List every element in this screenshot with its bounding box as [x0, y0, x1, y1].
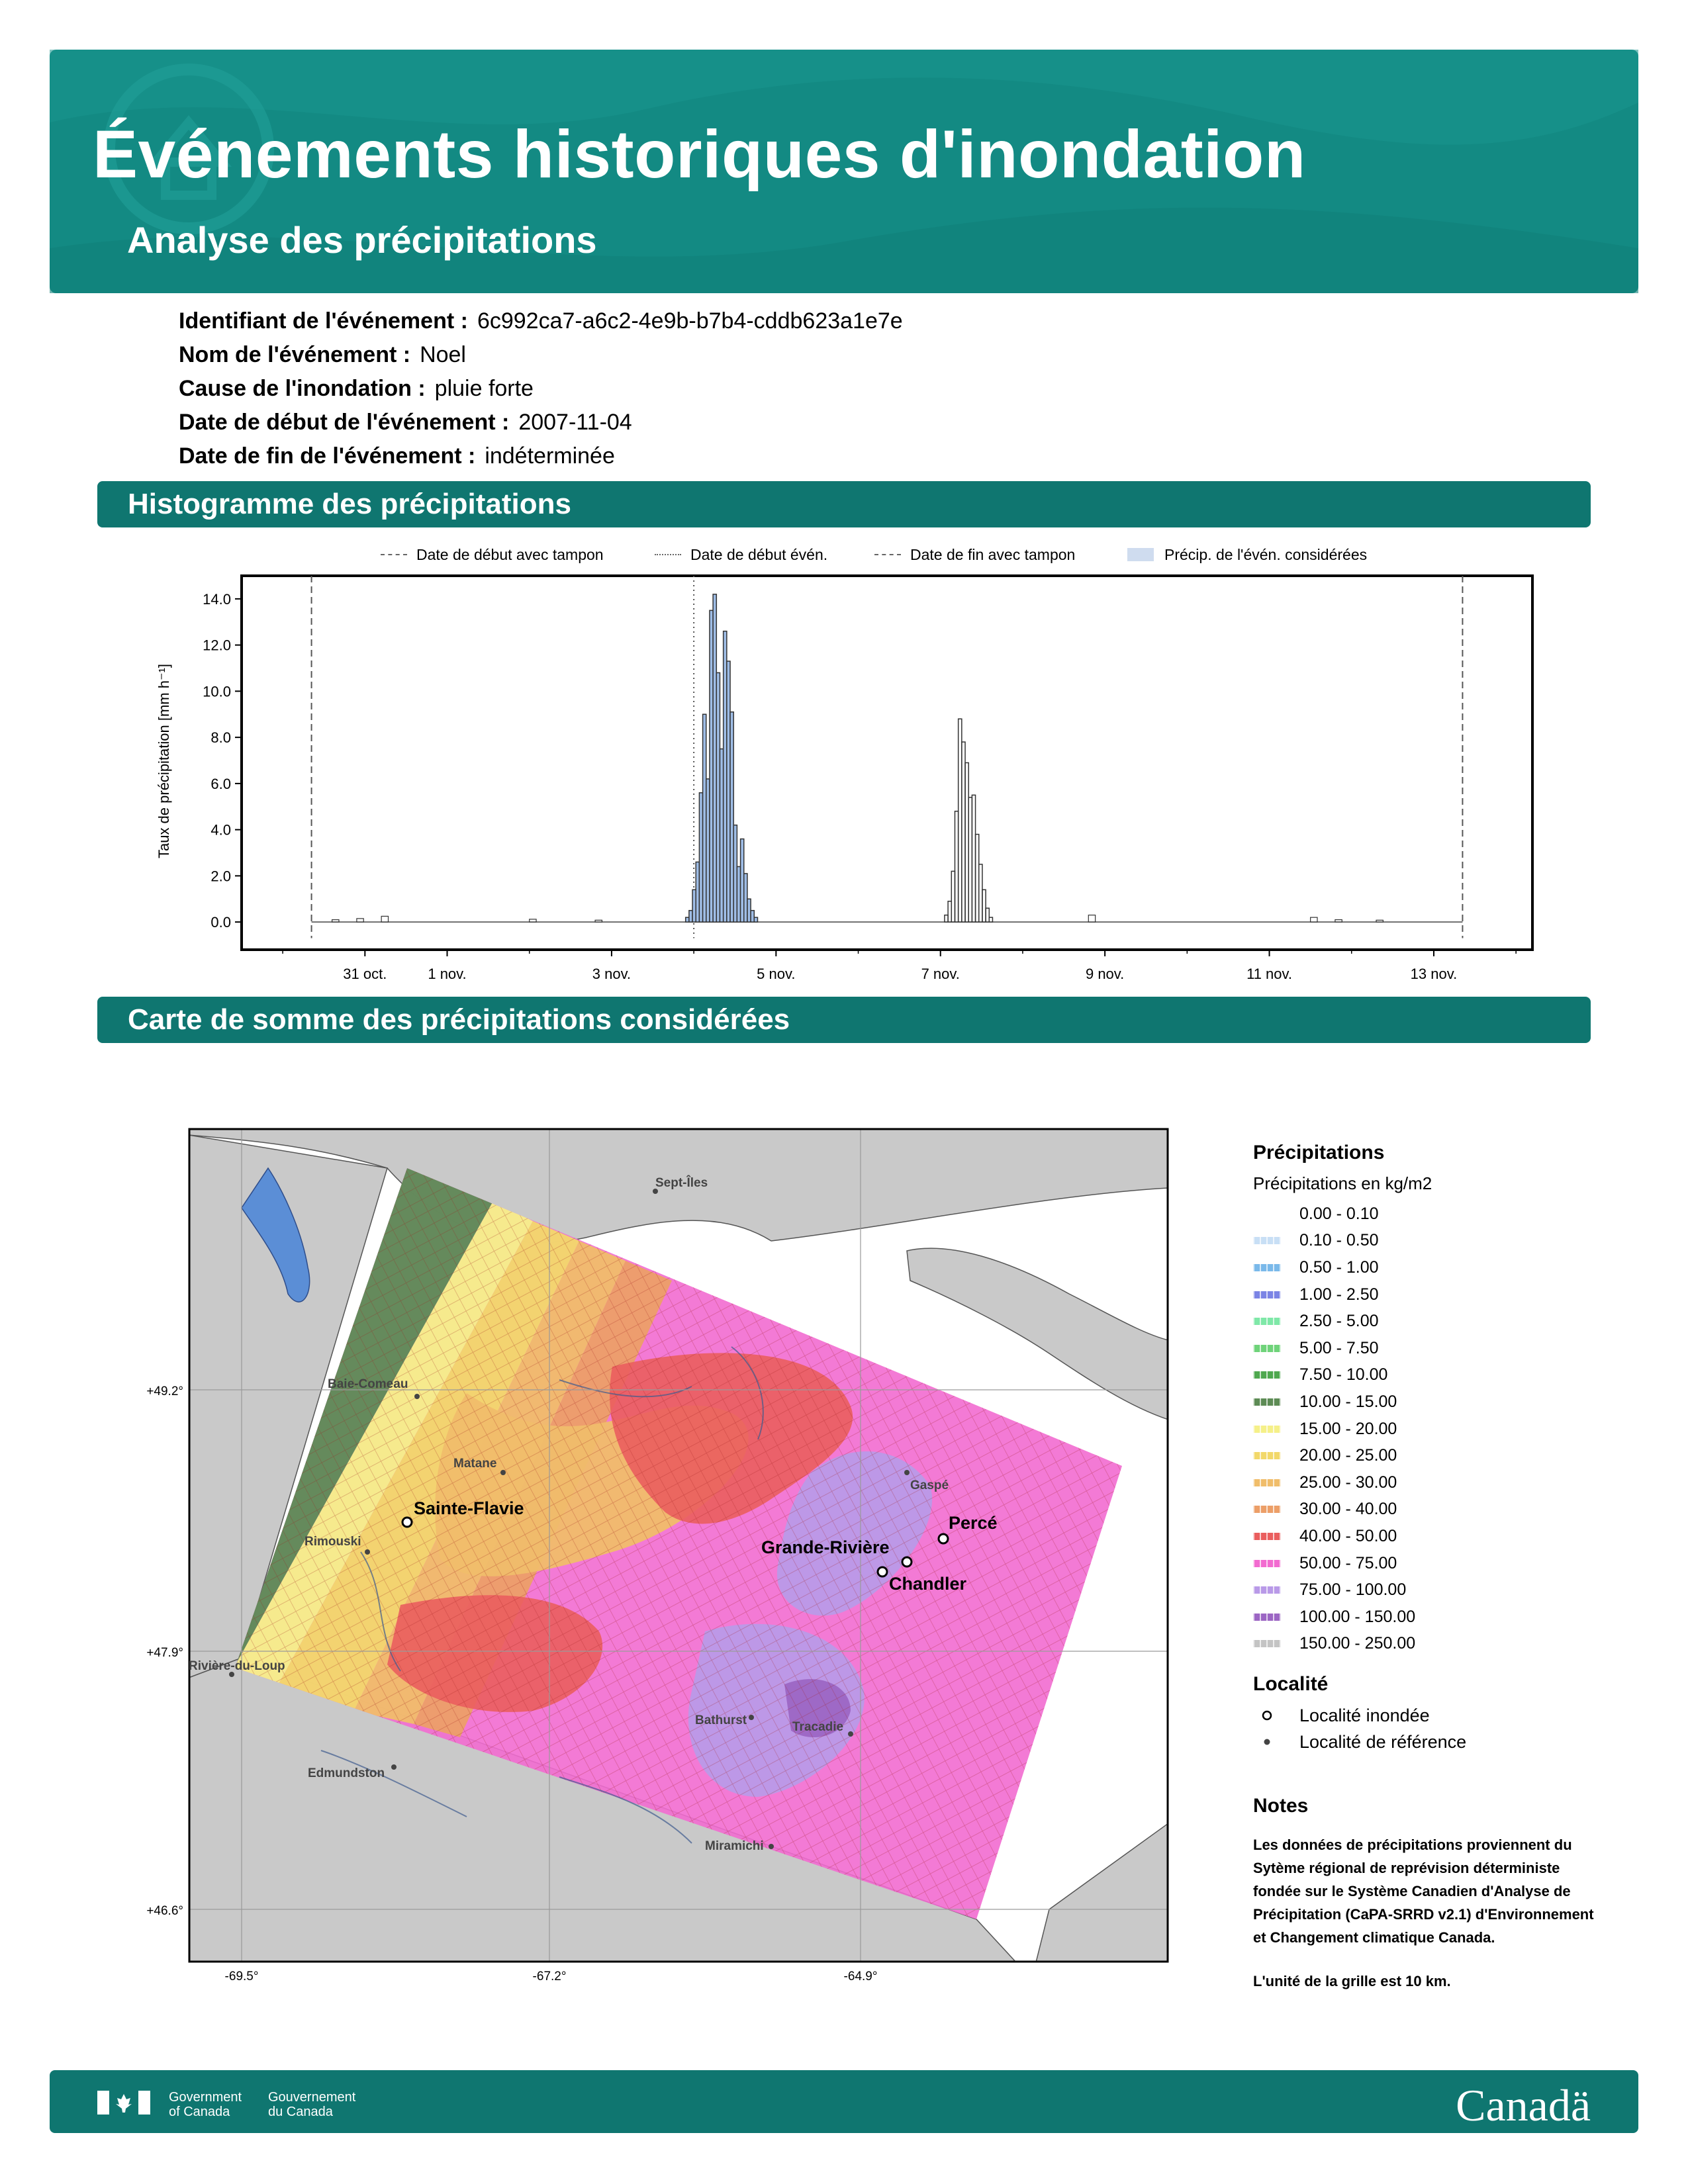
- legend-bin-label: 7.50 - 10.00: [1299, 1365, 1388, 1385]
- legend-bin: [1253, 1550, 1624, 1577]
- precipitation-histogram: [149, 569, 1539, 993]
- x-tick-label: 13 nov.: [1410, 966, 1458, 982]
- y-tick-label: 10.0: [203, 683, 231, 700]
- place-label: Chandler: [889, 1574, 967, 1594]
- considered-bar: [733, 825, 737, 922]
- page-title: Événements historiques d'inondation: [93, 116, 1306, 192]
- lon-label: -69.5°: [224, 1970, 259, 1983]
- x-tick-label: 9 nov.: [1085, 966, 1125, 982]
- legend-bin-label: 10.00 - 15.00: [1299, 1392, 1397, 1411]
- legend-bin: [1253, 1604, 1624, 1631]
- color-swatch: [1253, 1210, 1281, 1218]
- event-cause-value: pluie forte: [434, 376, 534, 401]
- map-legend: [1253, 1142, 1624, 1990]
- y-tick-label: 4.0: [211, 821, 231, 839]
- color-swatch: [1253, 1533, 1281, 1540]
- reference-marker: [848, 1731, 853, 1737]
- legend-bin: [1253, 1281, 1624, 1308]
- legend-bin-label: 2.50 - 5.00: [1299, 1312, 1379, 1331]
- gov-en-line2: of Canada: [169, 2105, 230, 2119]
- color-swatch: [1253, 1452, 1281, 1459]
- x-tick-label: 1 nov.: [428, 966, 467, 982]
- y-axis-label: Taux de précipitation [mm h⁻¹]: [156, 663, 172, 859]
- color-swatch: [1253, 1345, 1281, 1352]
- color-swatch: [1253, 1291, 1281, 1298]
- reference-marker: [749, 1715, 754, 1720]
- patch-swatch: [1127, 548, 1154, 561]
- event-cause-row: [179, 372, 903, 406]
- legend-considered-label: Précip. de l'évén. considérées: [1164, 545, 1368, 563]
- notes-text: Les données de précipitations proviennent du Sytème régional de reprévision déterministe fondée sur le Système Canadien d'Analyse de Précipitation (CaPA-SRRD v2.1) d'Environnement et Changement climatique Canada.: [1253, 1837, 1594, 1946]
- event-id-row: [179, 304, 903, 338]
- place-label: Edmundston: [308, 1766, 385, 1780]
- considered-bar: [747, 899, 751, 922]
- considered-bar: [754, 917, 757, 922]
- legend-bin-label: 150.00 - 250.00: [1299, 1634, 1416, 1653]
- lat-label: +49.2°: [146, 1385, 183, 1398]
- legend-bin: [1253, 1308, 1624, 1335]
- considered-bar: [686, 917, 689, 922]
- event-start-row: [179, 406, 903, 439]
- x-tick-label: 11 nov.: [1246, 966, 1293, 982]
- legend-bin: [1253, 1201, 1624, 1228]
- legend-start-buffer: [381, 543, 604, 567]
- color-swatch: [1253, 1560, 1281, 1567]
- reference-marker-icon: [1253, 1738, 1281, 1746]
- considered-bar: [730, 712, 733, 922]
- legend-bin: [1253, 1469, 1624, 1496]
- flooded-marker: [902, 1557, 912, 1567]
- color-swatch: [1253, 1237, 1281, 1244]
- gov-en-line1: Government: [169, 2090, 242, 2105]
- locality-title: Localité: [1253, 1673, 1329, 1696]
- gov-fr-line1: Gouvernement: [268, 2090, 356, 2105]
- dashed-line-swatch: [874, 554, 901, 555]
- y-tick-label: 12.0: [203, 637, 231, 654]
- x-tick-label: 5 nov.: [757, 966, 796, 982]
- legend-bin: [1253, 1362, 1624, 1389]
- flooded-label: Localité inondée: [1299, 1705, 1430, 1725]
- reference-marker: [500, 1470, 506, 1475]
- legend-bin: [1253, 1254, 1624, 1281]
- considered-bar: [692, 889, 696, 922]
- y-tick-label: 14.0: [203, 590, 231, 608]
- color-swatch: [1253, 1398, 1281, 1406]
- place-label: Matane: [453, 1457, 497, 1471]
- legend-flooded: [1253, 1702, 1624, 1729]
- footer-banner: [50, 2070, 1638, 2133]
- considered-bar: [727, 661, 730, 922]
- considered-bar: [737, 866, 740, 922]
- lon-label: -64.9°: [843, 1970, 878, 1983]
- legend-bin-label: 0.10 - 0.50: [1299, 1231, 1379, 1250]
- place-label: Tracadie: [792, 1720, 844, 1734]
- event-start-label: Date de début de l'événement :: [179, 410, 510, 435]
- legend-bin: [1253, 1523, 1624, 1550]
- reference-marker: [769, 1844, 774, 1849]
- legend-start-event-label: Date de début évén.: [690, 545, 828, 563]
- legend-start-event: [655, 543, 827, 567]
- event-end-label: Date de fin de l'événement :: [179, 443, 476, 469]
- legend-bin: [1253, 1442, 1624, 1469]
- legend-end-buffer: [874, 543, 1075, 567]
- legend-bin: [1253, 1388, 1624, 1416]
- color-swatch: [1253, 1318, 1281, 1325]
- flooded-marker-icon: [1253, 1710, 1281, 1721]
- grid-note: L'unité de la grille est 10 km.: [1253, 1973, 1451, 1990]
- legend-bins: [1253, 1201, 1624, 1657]
- reference-marker: [365, 1549, 370, 1555]
- considered-bar: [720, 749, 723, 923]
- considered-bar: [699, 793, 702, 922]
- considered-bar: [706, 779, 710, 922]
- legend-reference: [1253, 1729, 1624, 1755]
- map-section-title: Carte de somme des précipitations considérées: [97, 997, 1591, 1043]
- event-name-row: [179, 338, 903, 372]
- legend-bin-label: 5.00 - 7.50: [1299, 1338, 1379, 1357]
- legend-bin-label: 15.00 - 20.00: [1299, 1419, 1397, 1438]
- event-info: [179, 304, 903, 473]
- y-tick-label: 2.0: [211, 868, 231, 885]
- legend-bin-label: 30.00 - 40.00: [1299, 1500, 1397, 1519]
- gov-fr: [268, 2090, 355, 2119]
- event-cause-label: Cause de l'inondation :: [179, 376, 426, 401]
- legend-title: Précipitations: [1253, 1142, 1385, 1163]
- flooded-marker: [939, 1534, 948, 1543]
- place-label: Sept-Îles: [655, 1176, 708, 1190]
- legend-bin-label: 0.00 - 0.10: [1299, 1204, 1379, 1223]
- place-label: Percé: [949, 1513, 998, 1533]
- histogram-section-title: Histogramme des précipitations: [97, 481, 1591, 527]
- considered-bar: [696, 862, 699, 922]
- lat-label: +46.6°: [146, 1904, 183, 1918]
- considered-bar: [724, 631, 727, 922]
- legend-subtitle: Précipitations en kg/m2: [1253, 1173, 1432, 1193]
- y-tick-label: 8.0: [211, 729, 231, 747]
- place-label: Bathurst: [695, 1713, 747, 1727]
- event-end-value: indéterminée: [485, 443, 615, 469]
- legend-end-buffer-label: Date de fin avec tampon: [910, 545, 1076, 563]
- x-tick-label: 3 nov.: [592, 966, 632, 982]
- color-swatch: [1253, 1264, 1281, 1271]
- legend-bin: [1253, 1228, 1624, 1255]
- color-swatch: [1253, 1479, 1281, 1486]
- dashed-line-swatch: [381, 554, 407, 555]
- legend-bin-label: 40.00 - 50.00: [1299, 1526, 1397, 1545]
- legend-bin-label: 50.00 - 75.00: [1299, 1553, 1397, 1572]
- reference-marker: [414, 1394, 420, 1399]
- considered-bar: [713, 594, 716, 922]
- considered-bar: [751, 911, 754, 922]
- flooded-marker: [878, 1567, 887, 1576]
- event-name-value: Noel: [420, 342, 466, 367]
- considered-bar: [689, 911, 692, 922]
- page-subtitle: Analyse des précipitations: [127, 219, 597, 261]
- legend-bin-label: 100.00 - 150.00: [1299, 1607, 1416, 1626]
- place-label: Miramichi: [705, 1839, 764, 1853]
- place-label: Gaspé: [910, 1479, 949, 1492]
- event-id-label: Identifiant de l'événement :: [179, 308, 468, 334]
- place-label: Rivière-du-Loup: [189, 1659, 285, 1673]
- legend-bin: [1253, 1335, 1624, 1362]
- considered-bar: [703, 714, 706, 922]
- canada-wordmark: Canadä: [1456, 2080, 1591, 2130]
- y-tick-label: 0.0: [211, 914, 231, 931]
- lat-label: +47.9°: [146, 1646, 183, 1660]
- place-label: Grande-Rivière: [761, 1537, 890, 1557]
- lon-label: -67.2°: [532, 1970, 567, 1983]
- y-ticks: [203, 591, 242, 931]
- reference-marker: [391, 1764, 397, 1770]
- legend-bin: [1253, 1631, 1624, 1658]
- legend-bin-label: 1.00 - 2.50: [1299, 1285, 1379, 1304]
- color-swatch: [1253, 1371, 1281, 1379]
- place-label: Baie-Comeau: [328, 1377, 408, 1391]
- event-id-value: 6c992ca7-a6c2-4e9b-b7b4-cddb623a1e7e: [477, 308, 903, 334]
- gov-en: [169, 2090, 242, 2119]
- reference-label: Localité de référence: [1299, 1731, 1467, 1752]
- precipitation-map: [146, 1128, 1182, 1983]
- legend-bin: [1253, 1496, 1624, 1524]
- color-swatch: [1253, 1506, 1281, 1513]
- dotted-line-swatch: [655, 554, 681, 555]
- gov-fr-line2: du Canada: [268, 2105, 333, 2119]
- color-swatch: [1253, 1614, 1281, 1621]
- legend-bin-label: 75.00 - 100.00: [1299, 1580, 1407, 1600]
- notes-title: Notes: [1253, 1795, 1309, 1817]
- flooded-marker: [402, 1518, 412, 1527]
- legend-bin-label: 0.50 - 1.00: [1299, 1257, 1379, 1277]
- color-swatch: [1253, 1426, 1281, 1433]
- considered-bar: [741, 839, 744, 923]
- event-name-label: Nom de l'événement :: [179, 342, 411, 367]
- legend-bin: [1253, 1576, 1624, 1604]
- legend-bin-label: 25.00 - 30.00: [1299, 1473, 1397, 1492]
- x-tick-label: 31 oct.: [343, 966, 387, 982]
- legend-bin-label: 20.00 - 25.00: [1299, 1446, 1397, 1465]
- considered-bar: [710, 610, 713, 922]
- y-tick-label: 6.0: [211, 775, 231, 792]
- legend-start-buffer-label: Date de début avec tampon: [416, 545, 604, 563]
- legend-bin: [1253, 1416, 1624, 1443]
- place-label: Sainte-Flavie: [414, 1498, 524, 1518]
- header-banner: [50, 50, 1638, 293]
- x-tick-label: 7 nov.: [921, 966, 960, 982]
- color-swatch: [1253, 1640, 1281, 1647]
- x-ticks: [283, 950, 1516, 982]
- canada-flag-icon: [97, 2091, 150, 2115]
- reference-marker: [904, 1470, 910, 1475]
- legend-considered: [1127, 543, 1367, 567]
- color-swatch: [1253, 1586, 1281, 1594]
- plot-frame: [242, 576, 1532, 950]
- considered-bar: [716, 672, 720, 922]
- event-end-row: [179, 439, 903, 473]
- place-label: Rimouski: [305, 1535, 361, 1549]
- considered-bar: [744, 874, 747, 922]
- event-start-value: 2007-11-04: [518, 410, 632, 435]
